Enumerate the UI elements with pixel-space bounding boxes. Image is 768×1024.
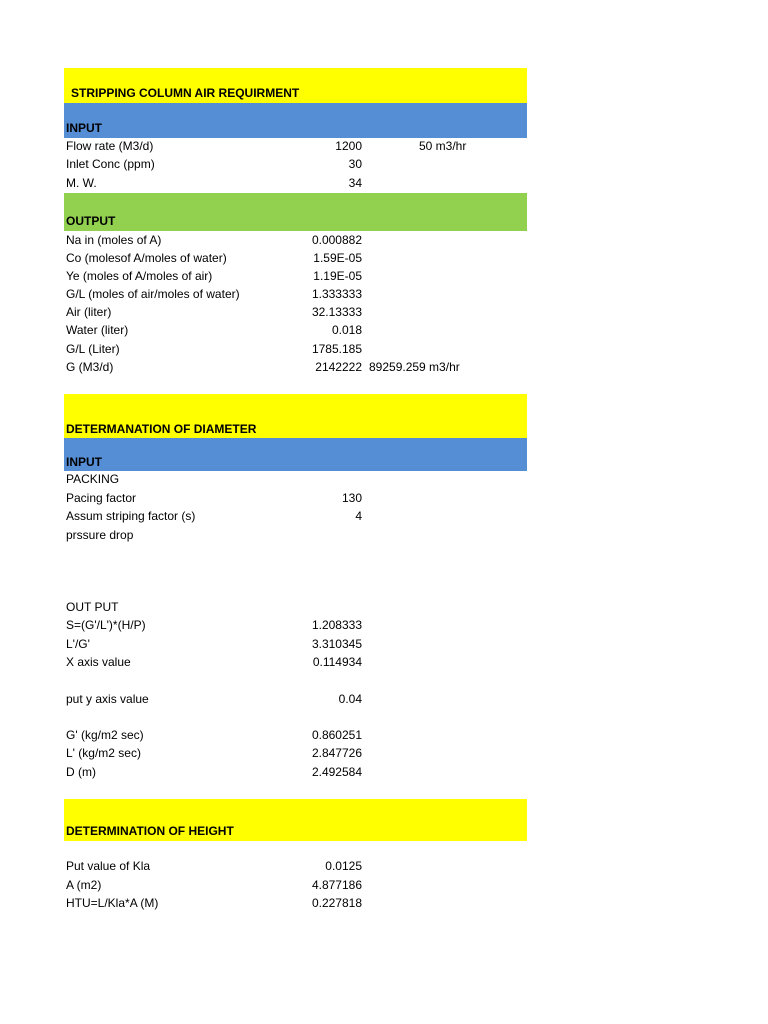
output-value: 32.13333 <box>311 305 362 319</box>
output-label: Air (liter) <box>66 305 112 319</box>
input-value: 4 <box>355 509 362 523</box>
air-output-band <box>64 193 527 231</box>
output-extra: 89259.259 m3/hr <box>369 360 460 374</box>
input-label: M. W. <box>66 176 97 190</box>
output-value: 2.492584 <box>311 765 362 779</box>
diameter-title: DETERMANATION OF DIAMETER <box>66 422 257 436</box>
input-label: Inlet Conc (ppm) <box>66 157 155 171</box>
input-value: 30 <box>348 157 362 171</box>
input-value: 130 <box>341 491 362 505</box>
height-label: A (m2) <box>66 878 102 892</box>
output-label: G/L (moles of air/moles of water) <box>66 287 240 301</box>
output-value: 0.860251 <box>311 728 362 742</box>
input-label: Assum striping factor (s) <box>66 509 196 523</box>
input-value: 1200 <box>335 139 362 153</box>
diameter-input-band <box>64 438 527 471</box>
height-label: HTU=L/Kla*A (M) <box>66 896 159 910</box>
output-label: G (M3/d) <box>66 360 114 374</box>
input-label: Flow rate (M3/d) <box>66 139 154 153</box>
height-title: DETERMINATION OF HEIGHT <box>66 824 234 838</box>
output-label: Co (molesof A/moles of water) <box>66 251 227 265</box>
input-value: 34 <box>348 176 362 190</box>
output-value: 2.847726 <box>311 746 362 760</box>
output-value: 1.19E-05 <box>313 269 362 283</box>
output-label: G' (kg/m2 sec) <box>66 728 144 742</box>
output-value: 1785.185 <box>311 342 362 356</box>
output-label: S=(G'/L')*(H/P) <box>66 618 146 632</box>
output-value: 0.018 <box>331 323 362 337</box>
output-label: put y axis value <box>66 692 149 706</box>
air-input-heading: INPUT <box>66 121 102 135</box>
output-value: 3.310345 <box>311 637 362 651</box>
output-label: Ye (moles of A/moles of air) <box>66 269 213 283</box>
output-value: 1.208333 <box>311 618 362 632</box>
output-label: G/L (Liter) <box>66 342 120 356</box>
output-value: 1.59E-05 <box>313 251 362 265</box>
height-value: 0.227818 <box>311 896 362 910</box>
height-value: 0.0125 <box>325 859 362 873</box>
output-label: X axis value <box>66 655 131 669</box>
diameter-output-heading: OUT PUT <box>66 600 119 614</box>
output-label: Water (liter) <box>66 323 129 337</box>
height-value: 4.877186 <box>311 878 362 892</box>
output-value: 2142222 <box>315 360 362 374</box>
output-label: L'/G' <box>66 637 90 651</box>
input-label: prssure drop <box>66 528 134 542</box>
output-value: 0.114934 <box>312 655 362 669</box>
output-value: 0.000882 <box>311 233 362 247</box>
output-label: L' (kg/m2 sec) <box>66 746 141 760</box>
height-label: Put value of Kla <box>66 859 151 873</box>
output-value: 0.04 <box>338 692 362 706</box>
diameter-input-heading: INPUT <box>66 455 102 469</box>
output-value: 1.333333 <box>311 287 362 301</box>
output-label: Na in (moles of A) <box>66 233 162 247</box>
input-extra: 50 m3/hr <box>419 139 467 153</box>
air-output-heading: OUTPUT <box>66 214 116 228</box>
air-title: STRIPPING COLUMN AIR REQUIRMENT <box>71 86 300 100</box>
packing-label: PACKING <box>66 472 120 486</box>
input-label: Pacing factor <box>66 491 137 505</box>
air-input-band <box>64 103 527 138</box>
output-label: D (m) <box>66 765 96 779</box>
